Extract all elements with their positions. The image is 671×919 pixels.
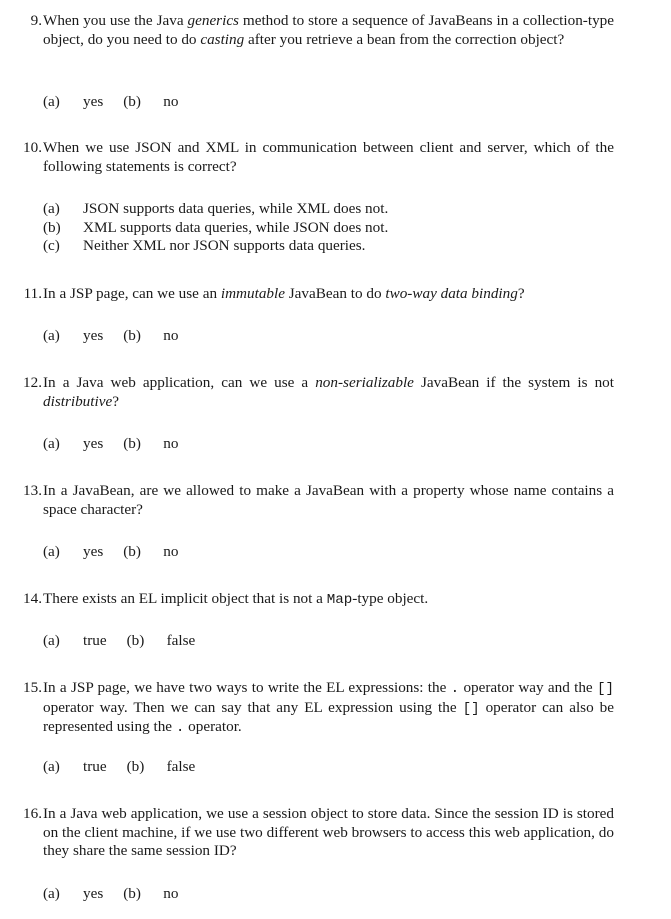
- option-a[interactable]: [43, 758, 127, 777]
- option-text: JSON supports data queries, while XML does not.: [83, 200, 389, 217]
- option-a[interactable]: [43, 327, 123, 346]
- option-a[interactable]: [43, 435, 123, 454]
- option-a[interactable]: [43, 543, 123, 562]
- text-run: There exists an EL implicit object that is not a: [43, 590, 327, 607]
- question-text: [43, 590, 614, 610]
- text-run: In a JSP page, can we use an: [43, 285, 221, 302]
- option-label: (a): [43, 200, 60, 217]
- option-text: true: [83, 632, 107, 649]
- text-run: In a JSP page, we have two ways to write the EL expressions: the: [43, 679, 451, 696]
- option-text: XML supports data queries, while JSON does not.: [83, 218, 389, 236]
- answer-options: [43, 543, 198, 562]
- option-b[interactable]: [123, 327, 198, 346]
- answer-options: [43, 435, 198, 454]
- option-b[interactable]: [127, 632, 216, 651]
- option-a[interactable]: [43, 200, 388, 219]
- option-label: (a): [43, 435, 60, 452]
- text-run: When you use the Java: [43, 12, 188, 29]
- option-label: (a): [43, 543, 60, 560]
- option-a[interactable]: [43, 885, 123, 904]
- code-token: []: [462, 700, 480, 717]
- option-text: false: [166, 632, 196, 649]
- option-text: yes: [83, 327, 104, 344]
- option-b[interactable]: [43, 219, 388, 238]
- question-13: [14, 482, 614, 519]
- emphasized-term: casting: [200, 30, 245, 48]
- question-number: 10.: [23, 139, 42, 156]
- option-label: (b): [123, 327, 141, 344]
- question-11: [14, 285, 614, 304]
- option-label: (b): [126, 758, 145, 775]
- question-12: [14, 374, 614, 411]
- option-label: (a): [43, 758, 60, 775]
- option-b[interactable]: [127, 758, 216, 777]
- option-text: no: [163, 435, 179, 452]
- emphasized-term: non-serializable: [315, 374, 414, 391]
- question-text: [43, 12, 614, 49]
- question-number: 15.: [23, 679, 42, 696]
- option-b[interactable]: [123, 885, 198, 904]
- question-number: 11.: [23, 285, 42, 302]
- emphasized-term: two-way data binding: [385, 285, 518, 302]
- option-label: (b): [123, 885, 141, 902]
- option-text: false: [166, 758, 196, 775]
- option-c[interactable]: [43, 237, 388, 256]
- option-label: (a): [43, 93, 60, 110]
- question-text: [43, 482, 614, 519]
- text-run: In a Java web application, we use a session object to store data. Since the session ID is stored on the client machine, if we use two different web browsers to access this web application, do they share the same session ID?: [43, 805, 614, 860]
- question-text: [43, 679, 614, 738]
- question-16: [14, 805, 614, 861]
- question-text: [43, 374, 614, 411]
- option-b[interactable]: [123, 435, 198, 454]
- option-text: no: [163, 543, 179, 560]
- code-token: .: [450, 681, 460, 697]
- text-run: JavaBean to do: [284, 285, 386, 302]
- code-token: Map: [326, 592, 353, 608]
- text-run: JavaBean if the system is not: [413, 374, 614, 391]
- text-run: When we use JSON and XML in communication between client and server, which of the following statements is correct?: [43, 139, 614, 175]
- question-number: 13.: [23, 482, 42, 499]
- question-number: 12.: [23, 374, 42, 391]
- option-b[interactable]: [123, 93, 198, 112]
- answer-options: [43, 93, 198, 112]
- code-token: []: [596, 681, 614, 697]
- question-number: 16.: [23, 805, 42, 822]
- option-text: yes: [83, 93, 104, 110]
- option-label: (a): [43, 632, 60, 649]
- option-a[interactable]: [43, 632, 127, 651]
- question-text: [43, 805, 614, 861]
- option-text: no: [163, 327, 179, 344]
- text-run: method to store a sequence of JavaBeans in a collection-type object, do you need to do: [43, 12, 614, 48]
- answer-options: [43, 327, 198, 346]
- option-label: (b): [43, 218, 61, 236]
- option-label: (a): [43, 885, 60, 902]
- answer-options: [43, 758, 215, 777]
- question-text: [43, 285, 614, 304]
- option-text: no: [163, 93, 179, 110]
- option-label: (c): [43, 237, 60, 255]
- text-run: In a Java web application, can we use a: [43, 374, 316, 391]
- option-label: (b): [123, 435, 141, 452]
- question-15: [14, 679, 614, 738]
- answer-options: [43, 632, 215, 651]
- answer-options: [43, 200, 388, 256]
- question-14: [14, 590, 614, 610]
- emphasized-term: generics: [187, 12, 239, 29]
- option-text: Neither XML nor JSON supports data queries.: [83, 237, 366, 255]
- question-9: [14, 12, 614, 49]
- answer-options: [43, 885, 198, 904]
- option-a[interactable]: [43, 93, 123, 112]
- code-token: .: [175, 720, 185, 737]
- option-text: true: [83, 758, 107, 775]
- option-text: yes: [83, 885, 104, 902]
- option-text: yes: [83, 435, 104, 452]
- text-run: operator way. Then we can say that any EL expression using the: [43, 698, 463, 716]
- question-10: [14, 139, 614, 176]
- text-run: ?: [112, 392, 119, 410]
- option-label: (b): [123, 93, 141, 110]
- option-text: yes: [83, 543, 104, 560]
- question-number: 14.: [23, 590, 42, 607]
- text-run: -type object.: [352, 590, 429, 607]
- text-run: In a JavaBean, are we allowed to make a JavaBean with a property whose name contains a space character?: [43, 482, 614, 518]
- text-run: operator can also be represented using the: [43, 698, 614, 736]
- option-b[interactable]: [123, 543, 198, 562]
- option-label: (a): [43, 327, 60, 344]
- text-run: operator.: [184, 718, 242, 736]
- option-text: no: [163, 885, 179, 902]
- option-label: (b): [123, 543, 141, 560]
- text-run: operator way and the: [459, 679, 597, 696]
- text-run: ?: [517, 285, 525, 302]
- question-number: 9.: [30, 12, 42, 29]
- emphasized-term: distributive: [43, 392, 113, 410]
- text-run: after you retrieve a bean from the correction object?: [244, 30, 565, 48]
- emphasized-term: immutable: [220, 285, 285, 302]
- question-text: [43, 139, 614, 176]
- option-label: (b): [126, 632, 145, 649]
